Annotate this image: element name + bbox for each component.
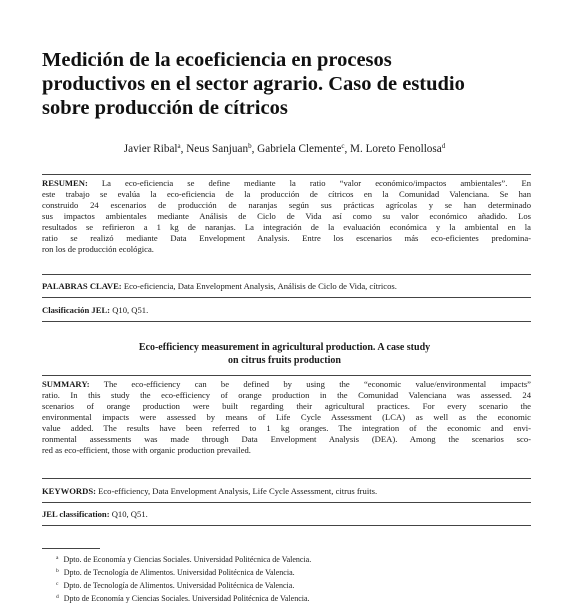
- author-affiliation-mark: c: [341, 142, 345, 150]
- palabras-clave-label: PALABRAS CLAVE:: [42, 281, 122, 291]
- keywords-label: KEYWORDS:: [42, 486, 96, 496]
- clasificacion-jel-label: Clasificación JEL:: [42, 305, 111, 315]
- footnote-rule: [42, 548, 100, 549]
- footnote-text: Dpto. de Tecnología de Alimentos. Universidad Politécnica de Valencia.: [63, 568, 295, 577]
- section-divider: [42, 297, 531, 298]
- section-divider: [42, 502, 531, 503]
- title-line: productivos en el sector agrario. Caso de estudio: [42, 73, 465, 95]
- footnote-mark: d: [56, 594, 59, 600]
- author-name: M. Loreto Fenollosa: [350, 143, 442, 155]
- abstract-line: scenarios of orange production were built regarding their agricultural practices. For every scenario the: [42, 401, 531, 411]
- footnote: [56, 594, 310, 604]
- section-divider: [42, 375, 531, 376]
- author-affiliation-mark: a: [177, 142, 181, 150]
- summary-abstract: [42, 379, 531, 456]
- title-line: Medición de la ecoeficiencia en procesos: [42, 49, 392, 71]
- footnote-mark: b: [56, 568, 59, 574]
- palabras-clave: [42, 281, 531, 292]
- jel-classification-label: JEL classification:: [42, 509, 110, 519]
- author-name: Neus Sanjuan: [186, 143, 249, 155]
- palabras-clave-text: Eco-eficiencia, Data Envelopment Analysis, Análisis de Ciclo de Vida, cítricos.: [121, 281, 397, 291]
- footnote-mark: a: [56, 555, 59, 561]
- title-line: sobre producción de cítricos: [42, 97, 288, 119]
- english-title-line: on citrus fruits production: [228, 354, 341, 366]
- abstract-line: red as eco-efficient, those with organic production prevailed.: [42, 445, 251, 455]
- author-name: Javier Ribal: [123, 143, 178, 155]
- abstract-line: ratio se realizó mediante Data Envelopment Analysis. Entre los escenarios más eco-eficientes predomina-: [42, 233, 531, 243]
- footnote-text: Dpto. de Tecnología de Alimentos. Universidad Politécnica de Valencia.: [63, 581, 295, 590]
- footnote: [56, 581, 294, 591]
- abstract-line: ronmental assessments was made through Data Envelopment Analysis (DEA). Among the scenarios sco-: [42, 434, 531, 444]
- abstract-line: este trabajo se evalúa la eco-eficiencia de la producción de cítricos en la Comunidad Valenciana. Se han: [42, 189, 531, 199]
- abstract-line: La eco-eficiencia se define mediante la ratio “valor económico/impactos ambientales”. En: [87, 178, 531, 188]
- clasificacion-jel-text: Q10, Q51.: [110, 305, 149, 315]
- author-affiliation-mark: d: [441, 142, 446, 150]
- abstract-line: ratio. In this study the eco-efficiency of orange production in the Comunidad Valenciana was assessed. 24: [42, 390, 531, 400]
- abstract-line: resultados se refirieron a 1 kg de naranjas. La integración de la evaluación económica y la ambiental en la: [42, 222, 531, 232]
- footnote-text: Dpto de Economía y Ciencias Sociales. Universidad Politécnica de Valencia.: [63, 594, 310, 603]
- abstract-line: ron los de producción ecológica.: [42, 244, 154, 254]
- jel-classification: [42, 509, 531, 520]
- section-divider: [42, 321, 531, 322]
- abstract-line: construido 24 escenarios de producción de naranjas según sus prácticas agrícolas y se han determinado: [42, 200, 531, 210]
- keywords: [42, 486, 531, 497]
- author-affiliation-mark: b: [248, 142, 252, 150]
- section-divider: [42, 274, 531, 275]
- footnote: [56, 555, 311, 565]
- resumen-abstract: [42, 178, 531, 255]
- clasificacion-jel: [42, 305, 531, 316]
- footnote-text: Dpto. de Economía y Ciencias Sociales. Universidad Politécnica de Valencia.: [63, 555, 312, 564]
- section-divider: [42, 525, 531, 526]
- abstract-line: environmental impacts were assessed by means of Life Cycle Assessment (LCA) as well as the economic: [42, 412, 531, 422]
- jel-classification-text: Q10, Q51.: [109, 509, 148, 519]
- english-title: [0, 342, 569, 367]
- resumen-label: RESUMEN:: [42, 178, 88, 188]
- author-name: Gabriela Clemente: [257, 143, 342, 155]
- section-divider: [42, 478, 531, 479]
- footnote: [56, 568, 295, 578]
- abstract-line: value added. The results have been referred to 1 kg oranges. The integration of the economic and envi-: [42, 423, 531, 433]
- abstract-line: The eco-efficiency can be defined by using the “economic value/environmental impacts”: [89, 379, 531, 389]
- footnote-mark: c: [56, 581, 59, 587]
- keywords-text: Eco-efficiency, Data Envelopment Analysis, Life Cycle Assessment, citrus fruits.: [95, 486, 378, 496]
- author-list: Javier Ribal$^a$, Neus Sanjuan$^b$, Gabriela Clemente$^c$, M. Loreto Fenollosa$^d$: [123, 142, 446, 155]
- summary-label: SUMMARY:: [42, 379, 90, 389]
- paper-title: [42, 48, 512, 120]
- abstract-line: sus impactos ambientales mediante Análisis de Ciclo de Vida así como su valor económico añadido. Los: [42, 211, 531, 221]
- english-title-line: Eco-efficiency measurement in agricultural production. A case study: [138, 342, 431, 353]
- section-divider: [42, 174, 531, 175]
